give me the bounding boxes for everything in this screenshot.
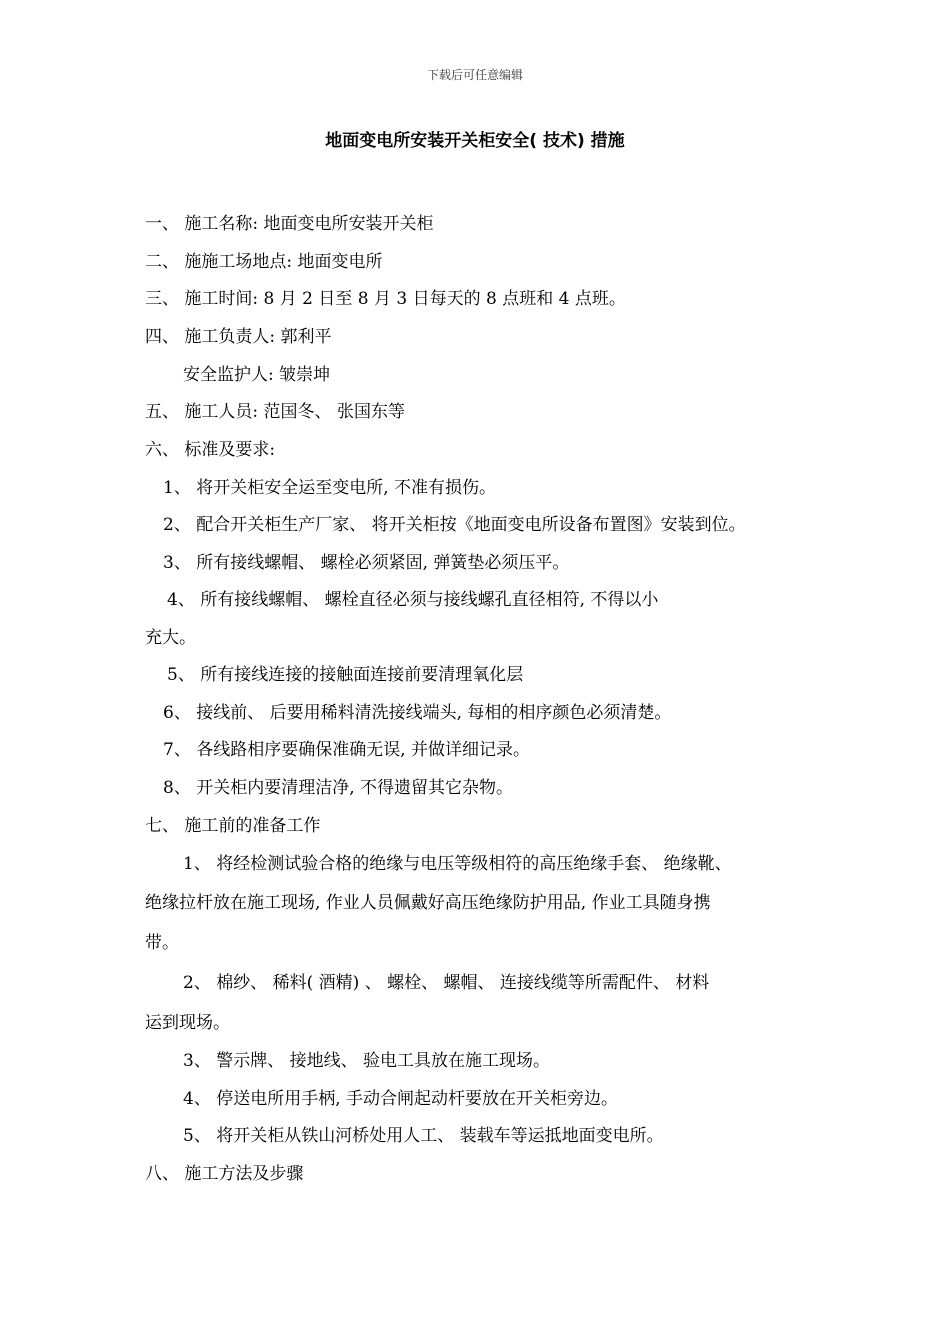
preparation-item: 5、 将开关柜从铁山河桥处用人工、 装载车等运抵地面变电所。: [183, 1126, 664, 1146]
requirement-item: 3、 所有接线螺帽、 螺栓必须紧固, 弹簧垫必须压平。: [163, 553, 570, 573]
requirement-item: 8、 开关柜内要清理洁净, 不得遗留其它杂物。: [163, 778, 514, 798]
preparation-item: 3、 警示牌、 接地线、 验电工具放在施工现场。: [183, 1051, 551, 1071]
header-note: 下载后可任意编辑: [426, 68, 523, 82]
requirement-item: 2、 配合开关柜生产厂家、 将开关柜按《地面变电所设备布置图》安装到位。: [163, 515, 746, 535]
requirement-item: 7、 各线路相序要确保准确无误, 并做详细记录。: [163, 740, 531, 760]
preparation-item-continuation: 带。: [145, 933, 179, 953]
preparation-item-continuation: 运到现场。: [145, 1013, 230, 1033]
requirement-item: 1、 将开关柜安全运至变电所, 不准有损伤。: [163, 478, 497, 498]
preparation-item: 2、 棉纱、 稀料( 酒精) 、 螺栓、 螺帽、 连接线缆等所需配件、 材料: [183, 973, 710, 993]
section-construction-name: 一、 施工名称: 地面变电所安装开关柜: [145, 214, 434, 234]
requirement-item: 5、 所有接线连接的接触面连接前要清理氧化层: [167, 665, 524, 685]
requirement-item: 4、 所有接线螺帽、 螺栓直径必须与接线螺孔直径相符, 不得以小: [167, 590, 659, 610]
preparation-item-continuation: 绝缘拉杆放在施工现场, 作业人员佩戴好高压绝缘防护用品, 作业工具随身携: [145, 893, 711, 913]
section-construction-site: 二、 施施工场地点: 地面变电所: [145, 252, 383, 272]
document-title: 地面变电所安装开关柜安全( 技术) 措施: [325, 131, 625, 151]
requirement-item: 6、 接线前、 后要用稀料清洗接线端头, 每相的相序颜色必须清楚。: [163, 703, 672, 723]
safety-supervisor: 安全监护人: 皱崇坤: [183, 365, 331, 385]
section-preparation-work: 七、 施工前的准备工作: [145, 816, 321, 836]
section-construction-method: 八、 施工方法及步骤: [145, 1164, 304, 1184]
section-standards-requirements: 六、 标准及要求:: [145, 440, 276, 460]
preparation-item: 4、 停送电所用手柄, 手动合闸起动杆要放在开关柜旁边。: [183, 1089, 619, 1109]
section-construction-time: 三、 施工时间: 8 月 2 日至 8 月 3 日每天的 8 点班和 4 点班。: [145, 289, 626, 309]
section-person-in-charge: 四、 施工负责人: 郭利平: [145, 327, 332, 347]
preparation-item: 1、 将经检测试验合格的绝缘与电压等级相符的高压绝缘手套、 绝缘靴、: [183, 854, 732, 874]
section-construction-staff: 五、 施工人员: 范国冬、 张国东等: [145, 402, 405, 422]
requirement-item-continuation: 充大。: [145, 628, 196, 648]
